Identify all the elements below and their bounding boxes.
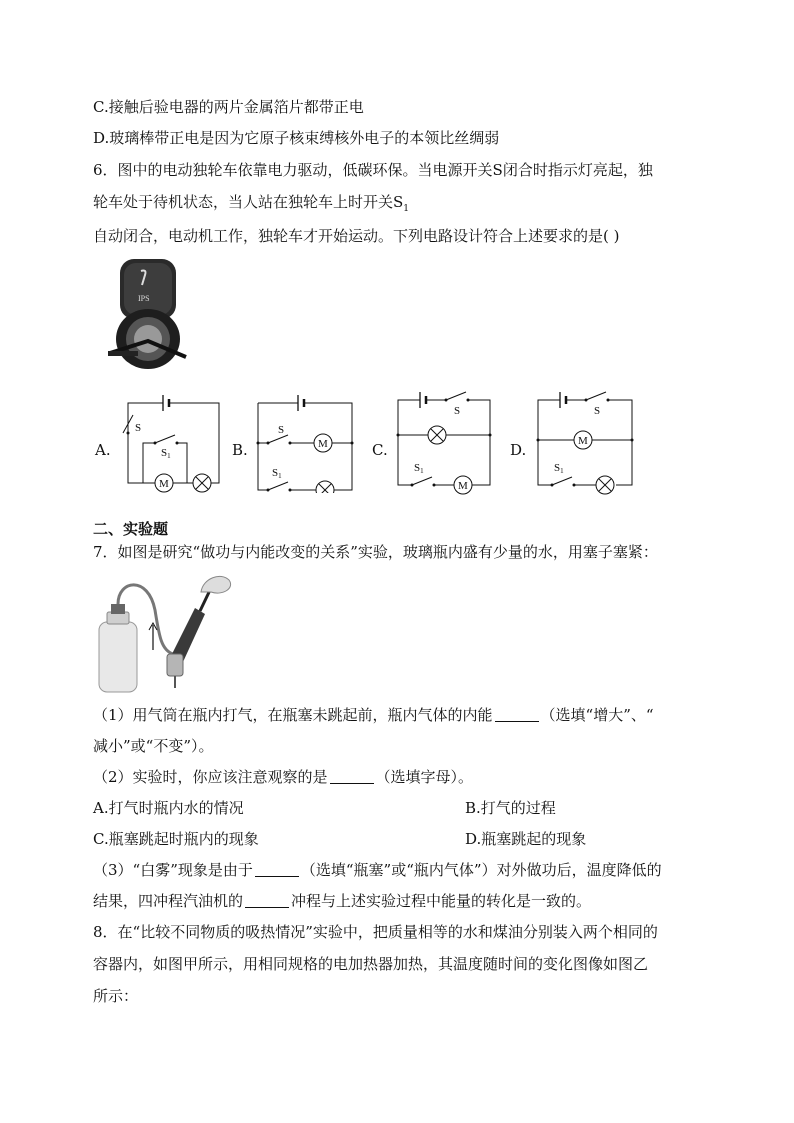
q7-part2 bbox=[93, 767, 473, 787]
switch-s-label: S bbox=[594, 405, 601, 417]
q7-options-row2 bbox=[93, 829, 587, 849]
circuit-a bbox=[115, 393, 225, 493]
option-c: C.接触后验电器的两片金属箔片都带正电 bbox=[93, 98, 364, 116]
q7-part3-text: （3）“白雾”现象是由于 bbox=[93, 861, 253, 879]
option-d: D.玻璃棒带正电是因为它原子核束缚核外电子的本领比丝绸弱 bbox=[93, 129, 500, 147]
option-a-label: A. bbox=[95, 441, 111, 459]
switch-s1-letter: S bbox=[554, 462, 561, 474]
subscript: 1 bbox=[403, 204, 410, 214]
q7-part3-line2 bbox=[93, 891, 591, 911]
q7-part3-choices: （选填“瓶塞”或“瓶内气体”）对外做功后，温度降低的 bbox=[300, 861, 662, 879]
option-d-label: D. bbox=[510, 441, 527, 459]
q7-part3-line1 bbox=[93, 860, 662, 880]
answer-blank[interactable] bbox=[495, 707, 539, 722]
section-title: 二、实验题 bbox=[93, 520, 169, 538]
q7-part2-choices: （选填字母）。 bbox=[375, 768, 474, 786]
answer-blank[interactable] bbox=[255, 862, 299, 877]
q7-intro: 7．如图是研究“做功与内能改变的关系”实验，玻璃瓶内盛有少量的水，用塞子塞紧： bbox=[93, 543, 658, 561]
switch-s1-label bbox=[554, 462, 564, 475]
option-d-text: D.瓶塞跳起的现象 bbox=[465, 830, 587, 848]
answer-blank[interactable] bbox=[245, 893, 289, 908]
option-a-text: A.打气时瓶内水的情况 bbox=[93, 799, 244, 817]
q7-part1-text: （1）用气筒在瓶内打气，在瓶塞未跳起前，瓶内气体的内能 bbox=[93, 706, 493, 724]
subscript: 1 bbox=[278, 472, 282, 480]
q7-part1-line2: 减小”或“不变”）。 bbox=[93, 737, 214, 755]
q8-line2: 容器内，如图甲所示，用相同规格的电加热器加热，其温度随时间的变化图像如图乙 bbox=[93, 955, 649, 973]
option-b-label: B. bbox=[232, 441, 248, 459]
switch-s1-letter: S bbox=[161, 447, 168, 459]
q6-line2-text: 轮车处于待机状态，当人站在独轮车上时开关S bbox=[93, 193, 404, 211]
subscript: 1 bbox=[560, 467, 564, 475]
switch-s1-letter: S bbox=[272, 467, 279, 479]
q8-line1: 8．在“比较不同物质的吸热情况”实验中，把质量相等的水和煤油分别装入两个相同的 bbox=[93, 923, 658, 941]
motor-label: M bbox=[159, 478, 169, 490]
motor-label: M bbox=[578, 435, 588, 447]
motor-label: M bbox=[318, 438, 328, 450]
q7-part1-line1 bbox=[93, 705, 654, 725]
brand-text: IPS bbox=[138, 294, 150, 303]
option-b-text: B.打气的过程 bbox=[465, 799, 556, 817]
circuit-b bbox=[250, 393, 360, 493]
q7-part1-choices: （选填“增大”、“ bbox=[540, 706, 654, 724]
switch-s1-letter: S bbox=[414, 462, 421, 474]
switch-s1-label bbox=[161, 447, 171, 460]
circuit-d bbox=[530, 385, 640, 495]
switch-s-label: S bbox=[278, 424, 285, 436]
q7-part3-text2: 结果，四冲程汽油机的 bbox=[93, 892, 244, 910]
subscript: 1 bbox=[420, 467, 424, 475]
q7-options-row1 bbox=[93, 798, 556, 818]
q6-line1: 6．图中的电动独轮车依靠电力驱动，低碳环保。当电源开关S闭合时指示灯亮起，独 bbox=[93, 161, 653, 179]
circuit-c bbox=[390, 385, 500, 495]
option-c-label: C. bbox=[372, 441, 388, 459]
pump-bottle-image bbox=[93, 570, 238, 695]
switch-s1-label bbox=[414, 462, 424, 475]
unicycle-image bbox=[108, 257, 188, 375]
motor-label: M bbox=[458, 480, 468, 492]
q6-line3: 自动闭合，电动机工作，独轮车才开始运动。下列电路设计符合上述要求的是( ) bbox=[93, 227, 620, 245]
switch-s-label: S bbox=[454, 405, 461, 417]
answer-blank[interactable] bbox=[330, 769, 374, 784]
option-c-text: C.瓶塞跳起时瓶内的现象 bbox=[93, 830, 259, 848]
q7-part2-text: （2）实验时，你应该注意观察的是 bbox=[93, 768, 328, 786]
q8-line3: 所示： bbox=[93, 987, 139, 1005]
q7-part3-text3: 冲程与上述实验过程中能量的转化是一致的。 bbox=[291, 892, 592, 910]
q6-line2 bbox=[93, 192, 409, 219]
switch-s1-label bbox=[272, 467, 282, 480]
switch-s-label: S bbox=[135, 422, 142, 434]
subscript: 1 bbox=[167, 452, 171, 460]
